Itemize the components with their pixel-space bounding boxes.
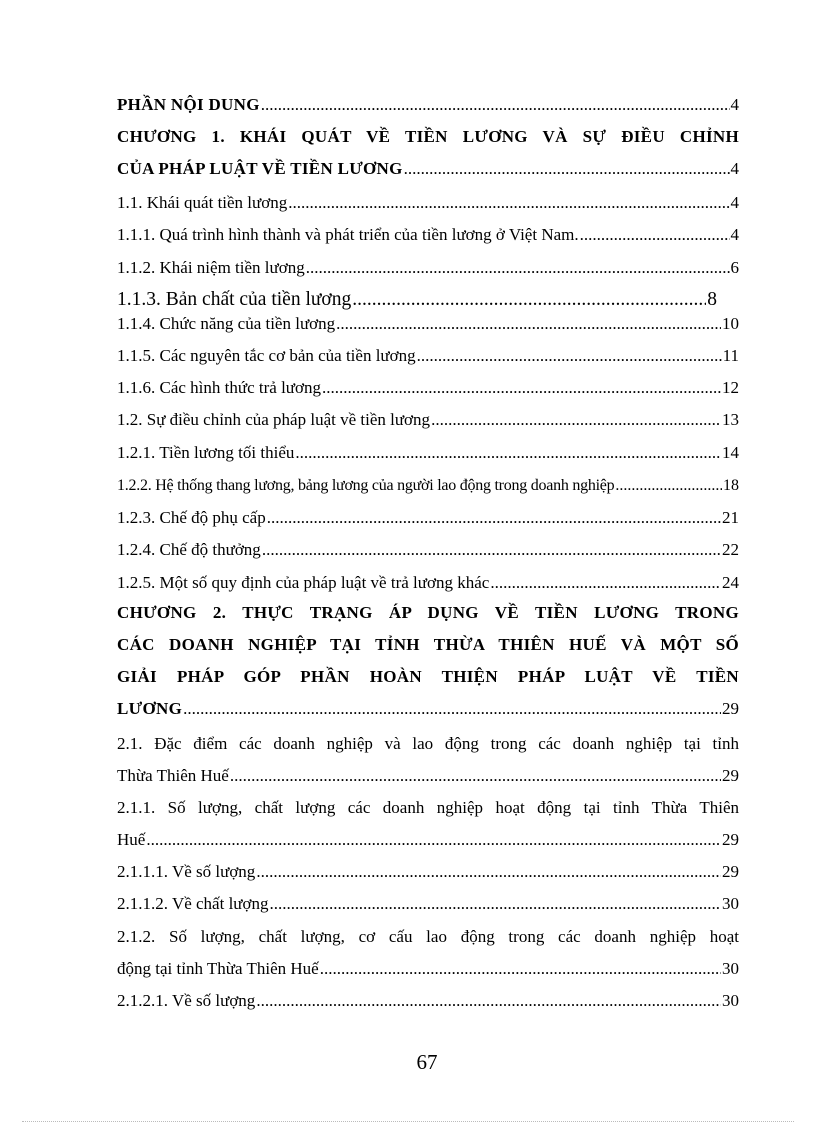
- toc-page-number: 11: [722, 346, 739, 365]
- toc-entry-title-line2: Huế: [117, 830, 146, 849]
- toc-entry-1-1-3[interactable]: [117, 289, 717, 311]
- toc-page-number: 4: [730, 193, 739, 212]
- toc-entry-1-1-1[interactable]: [117, 224, 739, 246]
- toc-entry-title-line1: CHƯƠNG 2. THỰC TRẠNG ÁP DỤNG VỀ TIỀN LƯƠNG TRONG: [117, 603, 739, 622]
- toc-page-number: 4: [730, 225, 739, 244]
- toc-entry-1-2-2[interactable]: [117, 475, 739, 497]
- toc-leader: [336, 313, 721, 335]
- toc-entry-1-2-4[interactable]: [117, 539, 739, 561]
- toc-leader: [404, 158, 730, 180]
- toc-entry-1-2-3[interactable]: [117, 507, 739, 529]
- toc-entry-2-1[interactable]: [117, 733, 739, 787]
- toc-entry-1-2-1[interactable]: [117, 442, 739, 464]
- toc-entry-phan-noi-dung[interactable]: [117, 94, 739, 116]
- toc-leader: [183, 698, 721, 720]
- toc-entry-title: 1.1.5. Các nguyên tắc cơ bản của tiền lương: [117, 346, 416, 365]
- toc-entry-chuong-1[interactable]: [117, 126, 739, 180]
- toc-page-number: 8: [707, 289, 717, 310]
- toc-entry-2-1-1[interactable]: [117, 797, 739, 851]
- toc-page-number: 4: [730, 95, 739, 114]
- toc-leader: [262, 539, 721, 561]
- toc-page-number: 24: [722, 573, 739, 592]
- toc-leader: [306, 257, 730, 279]
- toc-entry-title: PHẦN NỘI DUNG: [117, 95, 260, 114]
- toc-page-number: 6: [730, 258, 739, 277]
- toc-leader: [267, 507, 721, 529]
- toc-page-number: 30: [722, 991, 739, 1010]
- toc-entry-1-1-2[interactable]: [117, 257, 739, 279]
- toc-entry-title-line2: Thừa Thiên Huế: [117, 766, 229, 785]
- toc-entry-title: 1.1.4. Chức năng của tiền lương: [117, 314, 336, 333]
- toc-entry-title-line2: CỦA PHÁP LUẬT VỀ TIỀN LƯƠNG: [117, 159, 403, 178]
- toc-leader: [615, 475, 722, 497]
- toc-entry-title: 1.1.3. Bản chất của tiền lương: [117, 289, 352, 310]
- toc-entry-title: 1.1.1. Quá trình hình thành và phát triển của tiền lương ở Việt Nam.: [117, 225, 579, 244]
- toc-page-number: 14: [722, 443, 739, 462]
- toc-entry-2-1-2[interactable]: [117, 926, 739, 980]
- toc-page-number: 13: [722, 410, 739, 429]
- toc-leader: [580, 224, 730, 246]
- toc-entry-title: 1.1. Khái quát tiền lương: [117, 193, 288, 212]
- toc-entry-title: 1.2.4. Chế độ thưởng: [117, 540, 261, 559]
- toc-entry-title-line2: CÁC DOANH NGHIỆP TẠI TỈNH THỪA THIÊN HUẾ VÀ MỘT SỐ: [117, 635, 739, 654]
- toc-entry-title: 1.2.1. Tiền lương tối thiểu: [117, 443, 295, 462]
- toc-entry-1-2-5[interactable]: [117, 572, 739, 594]
- toc-page-number: 29: [722, 699, 739, 718]
- toc-entry-title-line3: GIẢI PHÁP GÓP PHẦN HOÀN THIỆN PHÁP LUẬT VỀ TIỀN: [117, 667, 739, 686]
- toc-leader: [261, 94, 730, 116]
- toc-entry-title-line1: CHƯƠNG 1. KHÁI QUÁT VỀ TIỀN LƯƠNG VÀ SỰ ĐIỀU CHỈNH: [117, 127, 739, 146]
- toc-page-number: 30: [722, 894, 739, 913]
- toc-entry-1-1-5[interactable]: [117, 345, 739, 367]
- toc-entry-title-line2: động tại tỉnh Thừa Thiên Huế: [117, 959, 319, 978]
- toc-page-number: 29: [722, 862, 739, 881]
- toc-page-number: 29: [722, 830, 739, 849]
- toc-page-number: 18: [723, 477, 739, 494]
- page-number: 67: [416, 1050, 438, 1074]
- toc-page-number: 29: [722, 766, 739, 785]
- toc-entry-title: 1.2.5. Một số quy định của pháp luật về trả lương khác: [117, 573, 490, 592]
- toc-entry-2-1-1-2[interactable]: [117, 893, 739, 915]
- toc-leader: [490, 572, 721, 594]
- toc-entry-title: 1.2. Sự điều chỉnh của pháp luật về tiền lương: [117, 410, 431, 429]
- toc-leader: [295, 442, 721, 464]
- toc-leader: [322, 377, 721, 399]
- toc-entry-1-1-6[interactable]: [117, 377, 739, 399]
- toc-entry-2-1-1-1[interactable]: [117, 861, 739, 883]
- toc-entry-title-line1: 2.1. Đặc điểm các doanh nghiệp và lao động trong các doanh nghiệp tại tỉnh: [117, 734, 739, 753]
- toc-leader: [256, 861, 721, 883]
- toc-leader: [230, 765, 721, 787]
- toc-leader: [417, 345, 722, 367]
- page-bottom-rule: [22, 1121, 794, 1122]
- toc-entry-title: 1.1.6. Các hình thức trả lương: [117, 378, 321, 397]
- toc-leader: [288, 192, 729, 214]
- toc-leader: [320, 958, 721, 980]
- toc-entry-1-1-4[interactable]: [117, 313, 739, 335]
- toc-entry-title-line4: LƯƠNG: [117, 699, 183, 718]
- toc-entry-2-1-2-1[interactable]: [117, 990, 739, 1012]
- toc-entry-title: 1.1.2. Khái niệm tiền lương: [117, 258, 305, 277]
- toc-entry-title: 1.2.3. Chế độ phụ cấp: [117, 508, 266, 527]
- toc-entry-title: 2.1.1.1. Về số lượng: [117, 862, 256, 881]
- toc-entry-title: 2.1.1.2. Về chất lượng: [117, 894, 269, 913]
- toc-page-number: 10: [722, 314, 739, 333]
- toc-entry-title-line1: 2.1.2. Số lượng, chất lượng, cơ cấu lao động trong các doanh nghiệp hoạt: [117, 927, 739, 946]
- toc-entry-1-2[interactable]: [117, 409, 739, 431]
- toc-entry-title-line1: 2.1.1. Số lượng, chất lượng các doanh nghiệp hoạt động tại tỉnh Thừa Thiên: [117, 798, 739, 817]
- toc-page-number: 30: [722, 959, 739, 978]
- toc-entry-title: 1.2.2. Hệ thống thang lương, bảng lương của người lao động trong doanh nghiệp: [117, 477, 615, 494]
- toc-page-number: 21: [722, 508, 739, 527]
- toc-entry-1-1[interactable]: [117, 192, 739, 214]
- toc-leader: [352, 289, 706, 311]
- toc-page-number: 4: [730, 159, 739, 178]
- toc-leader: [256, 990, 721, 1012]
- toc-leader: [431, 409, 721, 431]
- toc-leader: [270, 893, 721, 915]
- toc-page-number: 12: [722, 378, 739, 397]
- toc-entry-chuong-2[interactable]: [117, 602, 739, 720]
- toc-entry-title: 2.1.2.1. Về số lượng: [117, 991, 256, 1010]
- toc-page-number: 22: [722, 540, 739, 559]
- toc-leader: [146, 829, 721, 851]
